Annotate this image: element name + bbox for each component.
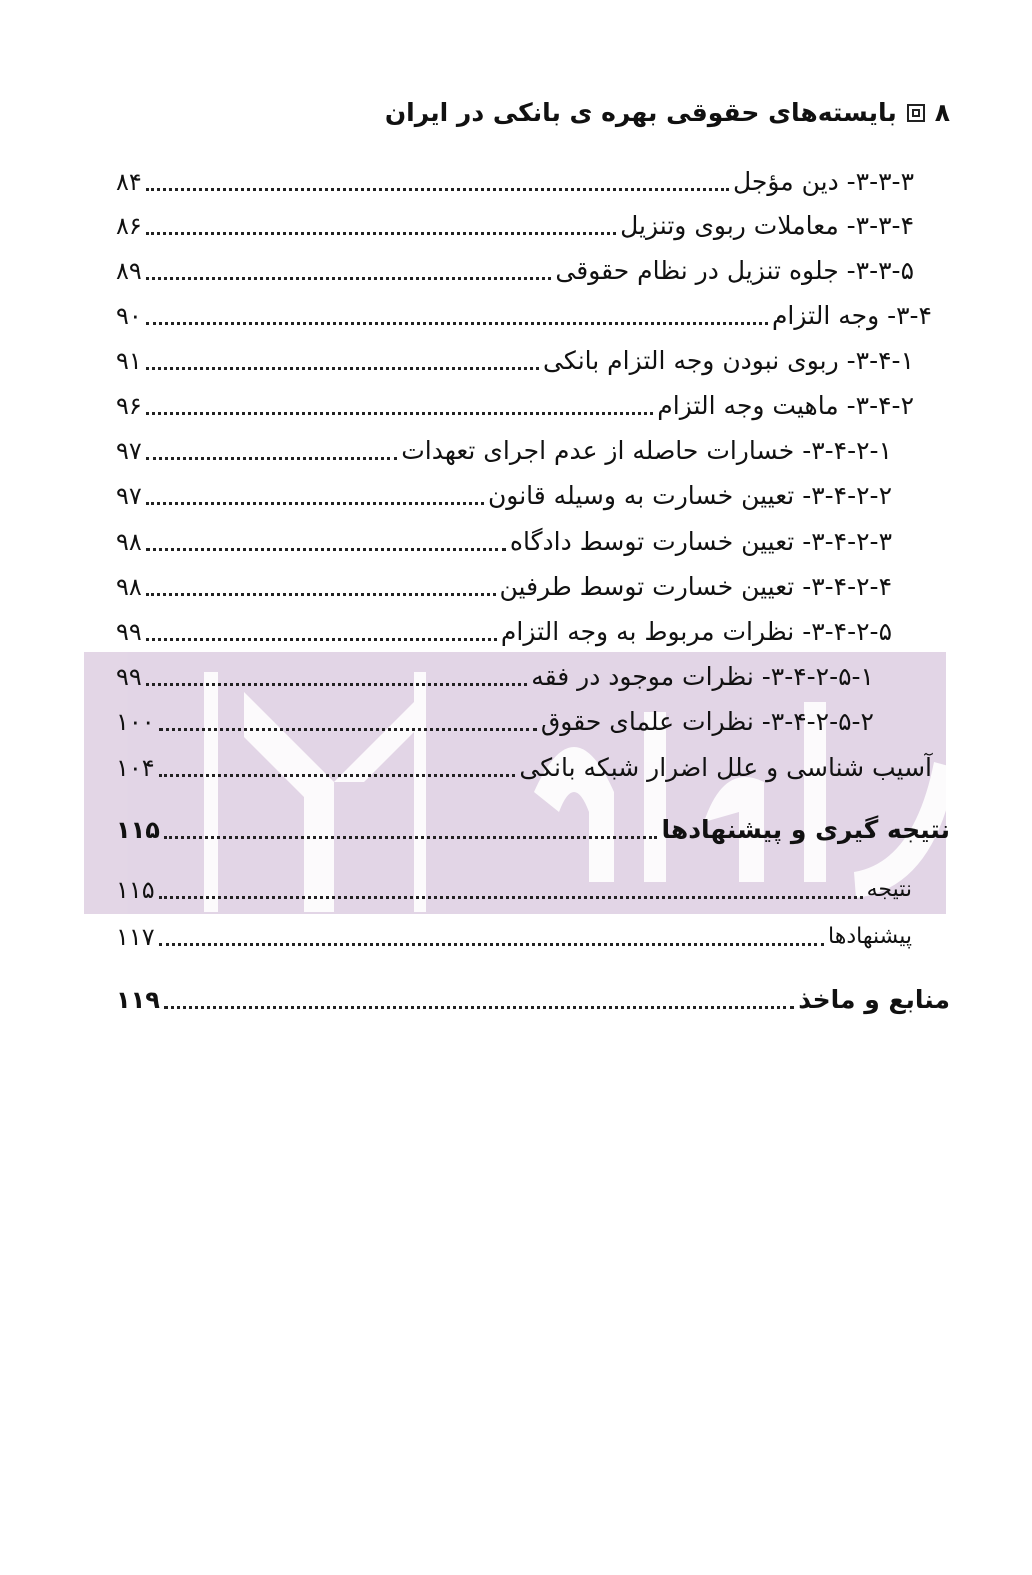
toc-entry[interactable] — [116, 704, 874, 740]
dot-leader — [146, 457, 397, 460]
dot-leader — [146, 683, 527, 686]
dot-leader — [146, 322, 768, 325]
toc-entry-page: ۱۰۰ — [116, 708, 155, 736]
dot-leader — [159, 943, 824, 946]
toc-entry-page: ۸۶ — [116, 212, 142, 240]
toc-entry[interactable] — [116, 569, 892, 605]
toc-entry[interactable] — [116, 433, 892, 469]
header-page-number: ۸ — [934, 98, 950, 127]
toc-entry-page: ۱۱۵ — [116, 816, 160, 844]
toc-entry-title: ۳-۳-۴- معاملات ربوی وتنزیل — [620, 211, 914, 240]
toc-entry-title: ۳-۴-۲-۵- نظرات مربوط به وجه التزام — [500, 617, 892, 646]
toc-entry-title: آسیب شناسی و علل اضرار شبکه بانکی — [519, 753, 932, 782]
dot-leader — [146, 188, 729, 191]
toc-entry-title: پیشنهادها — [828, 924, 912, 949]
dot-leader — [146, 593, 496, 596]
toc-entry[interactable] — [116, 478, 892, 514]
dot-leader — [146, 232, 616, 235]
toc-entry-page: ۹۹ — [116, 663, 142, 691]
toc-chapter-entry[interactable] — [116, 812, 950, 848]
dot-leader — [146, 548, 506, 551]
toc-entry[interactable] — [116, 919, 912, 955]
toc-entry-page: ۹۱ — [116, 347, 142, 375]
toc-entry-title: ۳-۴-۲- ماهیت وجه التزام — [657, 391, 914, 420]
toc-entry-page: ۱۰۴ — [116, 754, 155, 782]
toc-entry-title: نتیجه گیری و پیشنهادها — [661, 815, 950, 844]
dot-leader — [146, 502, 484, 505]
toc-entry[interactable] — [116, 298, 932, 334]
toc-entry-page: ۸۹ — [116, 257, 142, 285]
dot-leader — [146, 638, 497, 641]
toc-entry-title: ۳-۴-۲-۴- تعیین خسارت توسط طرفین — [499, 572, 892, 601]
toc-entry-title: ۳-۴-۲-۵-۲- نظرات علمای حقوق — [540, 707, 874, 736]
header-book-title: بایسته‌های حقوقی بهره ی بانکی در ایران — [384, 98, 897, 127]
dot-leader — [146, 367, 539, 370]
dot-leader — [164, 1006, 794, 1009]
toc-entry-title: ۳-۴-۲-۵-۱- نظرات موجود در فقه — [531, 662, 874, 691]
toc-entry-page: ۹۰ — [116, 302, 142, 330]
toc-entry[interactable] — [116, 659, 874, 695]
toc-entry-page: ۹۸ — [116, 573, 142, 601]
dot-leader — [159, 728, 537, 731]
dot-leader — [159, 774, 516, 777]
toc-entry-title: ۳-۴-۱- ربوی نبودن وجه التزام بانکی — [543, 346, 914, 375]
dot-leader — [146, 277, 552, 280]
toc-entry-page: ۱۱۷ — [116, 923, 155, 951]
toc-entry[interactable] — [116, 524, 892, 560]
toc-entry[interactable] — [116, 343, 914, 379]
toc-chapter-entry[interactable] — [116, 982, 950, 1018]
toc-entry-page: ۱۱۹ — [116, 986, 160, 1014]
dot-leader — [164, 836, 658, 839]
toc-entry-title: ۳-۳-۵- جلوه تنزیل در نظام حقوقی — [555, 256, 914, 285]
toc-entry-page: ۹۸ — [116, 528, 142, 556]
toc-entry[interactable] — [116, 872, 912, 908]
toc-entry[interactable] — [116, 388, 914, 424]
toc-entry-title: ۳-۳-۳- دین مؤجل — [732, 167, 914, 196]
toc-entry-title: منابع و ماخذ — [798, 985, 950, 1014]
toc-entry[interactable] — [116, 614, 892, 650]
toc-entry[interactable] — [116, 253, 914, 289]
dot-leader — [146, 412, 653, 415]
toc-entry-title: ۳-۴-۲-۱- خسارات حاصله از عدم اجرای تعهدات — [401, 436, 892, 465]
toc-entry-page: ۹۷ — [116, 437, 142, 465]
toc-entry-title: ۳-۴-۲-۳- تعیین خسارت توسط دادگاه — [509, 527, 892, 556]
toc-entry-page: ۱۱۵ — [116, 876, 155, 904]
toc-entry-title: نتیجه — [866, 877, 912, 902]
toc-entry[interactable] — [116, 164, 914, 200]
toc-entry[interactable] — [116, 750, 932, 786]
toc-entry-page: ۹۹ — [116, 618, 142, 646]
dot-leader — [159, 896, 863, 899]
toc-entry[interactable] — [116, 208, 914, 244]
toc-entry-page: ۸۴ — [116, 168, 142, 196]
toc-entry-page: ۹۶ — [116, 392, 142, 420]
toc-entry-page: ۹۷ — [116, 482, 142, 510]
toc-entry-title: ۳-۴- وجه التزام — [771, 301, 932, 330]
toc-entry-title: ۳-۴-۲-۲- تعیین خسارت به وسیله قانون — [487, 481, 892, 510]
